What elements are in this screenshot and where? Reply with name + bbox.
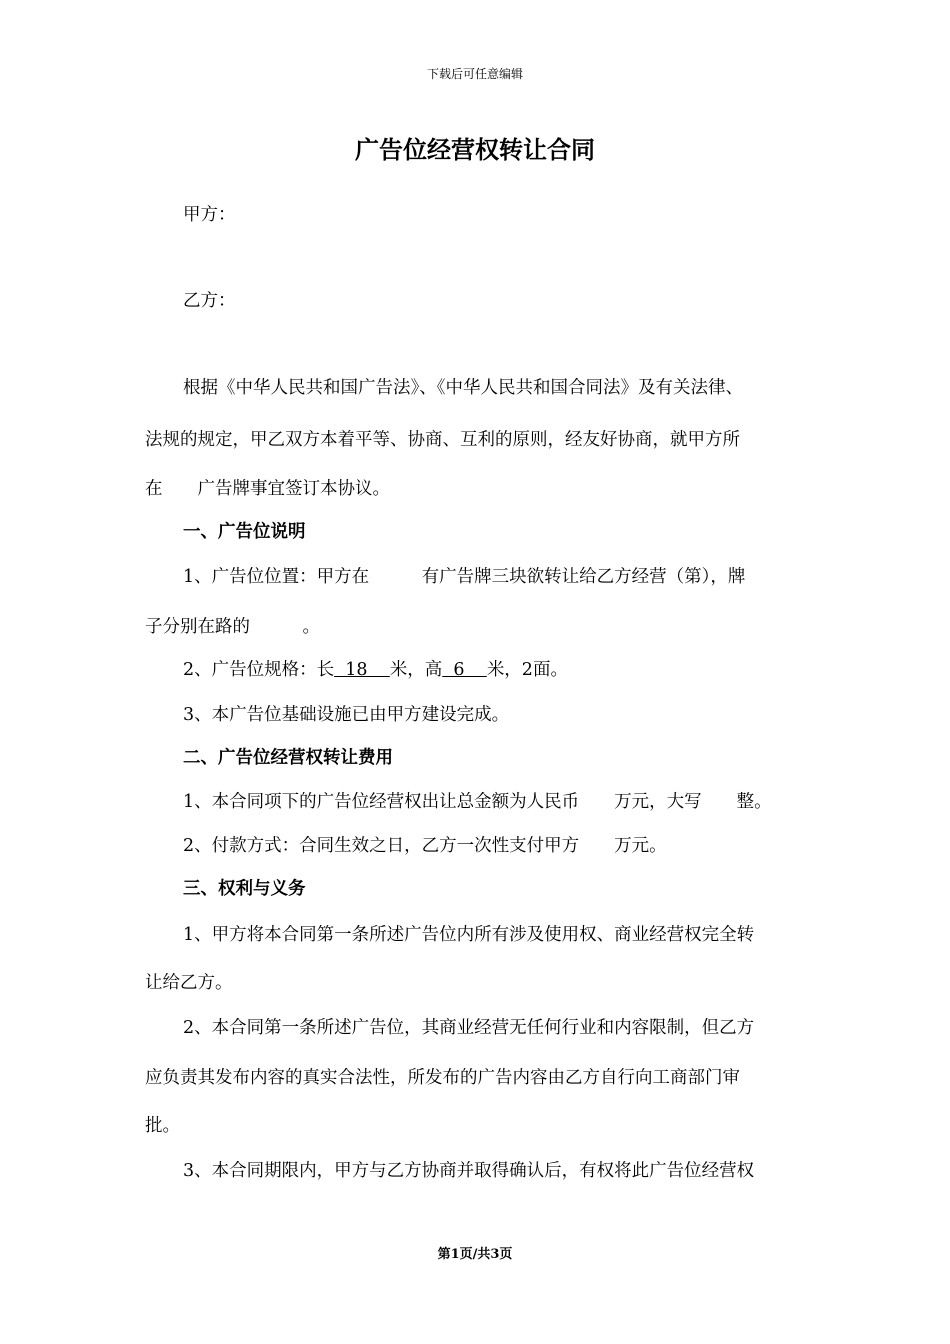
s3-item-2-line-3: 批。 [145,1116,180,1136]
preamble-line-1: 根据《中华人民共和国广告法》、《中华人民共和国合同法》及有关法律、 [183,378,743,398]
section-2-heading: 二、广告位经营权转让费用 [183,748,393,768]
s3-item-3-line-1: 3、本合同期限内，甲方与乙方协商并取得确认后，有权将此广告位经营权 [183,1161,755,1181]
s1-item-2 [183,658,568,682]
s2-item-2: 2、付款方式：合同生效之日，乙方一次性支付甲方 万元。 [183,836,667,856]
s1-item-3: 3、本广告位基础设施已由甲方建设完成。 [183,705,510,725]
s1-item-2-part-c: 米，2面。 [486,660,568,680]
party-b-label: 乙方： [183,291,236,311]
s1-item-1-line-1: 1、广告位位置：甲方在 有广告牌三块欲转让给乙方经营（第），牌 [183,567,746,587]
page-header: 下载后可任意编辑 [426,67,523,81]
document-title: 广告位经营权转让合同 [355,135,595,164]
s2-item-1: 1、本合同项下的广告位经营权出让总金额为人民币 万元，大写 整。 [183,792,772,812]
section-3-heading: 三、权利与义务 [183,879,306,899]
s3-item-1-line-2: 让给乙方。 [145,973,233,993]
s3-item-1-line-1: 1、甲方将本合同第一条所述广告位内所有涉及使用权、商业经营权完全转 [183,925,755,945]
s3-item-2-line-2: 应负责其发布内容的真实合法性，所发布的广告内容由乙方自行向工商部门审 [145,1068,740,1088]
s1-item-2-part-a: 2、广告位规格：长 [183,660,335,680]
party-a-label: 甲方： [183,205,236,225]
s1-item-2-part-b: 米，高 [389,660,443,680]
length-value: 18 [334,660,390,680]
s3-item-2-line-1: 2、本合同第一条所述广告位，其商业经营无任何行业和内容限制，但乙方 [183,1018,755,1038]
height-value: 6 [442,660,487,680]
s1-item-1-line-2: 子分别在路的 。 [145,617,320,637]
preamble-line-3: 在 广告牌事宜签订本协议。 [145,479,390,499]
section-1-heading: 一、广告位说明 [183,522,306,542]
preamble-line-2: 法规的规定，甲乙双方本着平等、协商、互利的原则，经友好协商，就甲方所 [145,430,740,450]
page-footer: 第1页/共3页 [437,1247,513,1262]
